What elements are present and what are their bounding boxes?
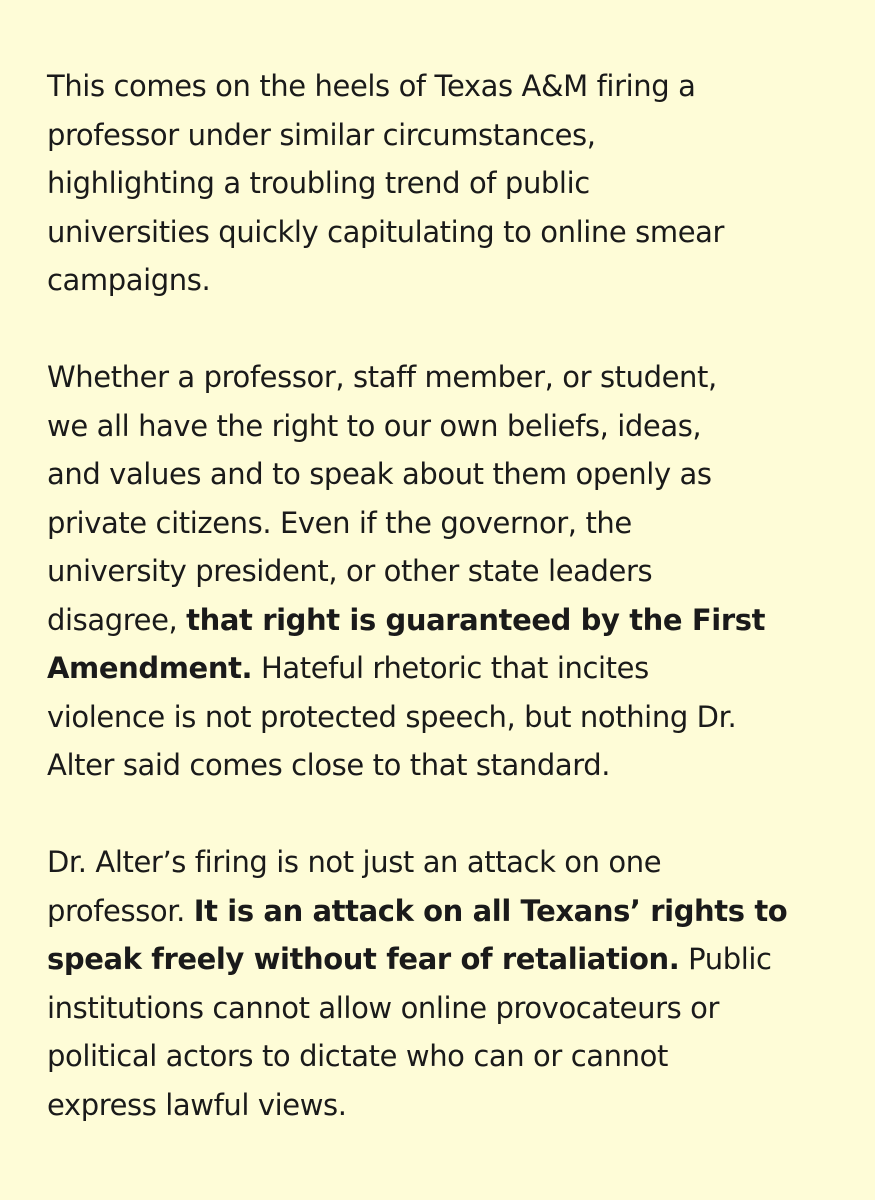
text-line xyxy=(47,838,855,887)
text-line xyxy=(47,111,855,160)
text-line xyxy=(47,984,855,1033)
text-run: professor. xyxy=(47,893,194,928)
text-run: university president, or other state leaders xyxy=(47,554,653,588)
text-line xyxy=(47,353,855,402)
text-line xyxy=(47,402,855,451)
text-run: private citizens. Even if the governor, the xyxy=(47,505,632,540)
text-run: Dr. Alter’s firing is not just an attack on one xyxy=(47,845,662,879)
text-line xyxy=(47,450,855,499)
text-line xyxy=(47,644,855,693)
text-run: Public xyxy=(679,942,772,976)
text-run: highlighting a troubling trend of public xyxy=(47,166,590,200)
text-run: This comes on the heels of Texas A&M firing a xyxy=(47,69,696,103)
text-line xyxy=(47,499,855,548)
bold-text-run: Amendment. xyxy=(47,651,253,685)
text-line xyxy=(47,887,855,936)
paragraph xyxy=(47,838,855,1129)
text-run: political actors to dictate who can or cannot xyxy=(47,1039,668,1073)
text-line xyxy=(47,159,855,208)
text-line xyxy=(47,1081,855,1130)
document-body xyxy=(47,62,855,1129)
text-run: violence is not protected speech, but nothing Dr. xyxy=(47,699,737,734)
text-line xyxy=(47,741,855,790)
text-run: Whether a professor, staff member, or student, xyxy=(47,360,717,394)
text-line xyxy=(47,547,855,596)
bold-text-run: speak freely without fear of retaliation. xyxy=(47,942,680,976)
text-line xyxy=(47,1032,855,1081)
text-run: institutions cannot allow online provocateurs or xyxy=(47,990,720,1025)
text-run: universities quickly capitulating to online smear xyxy=(47,214,725,249)
text-run: Hateful rhetoric that incites xyxy=(252,651,649,685)
text-line xyxy=(47,693,855,742)
text-run: disagree, xyxy=(47,602,187,637)
text-run: and values and to speak about them openly as xyxy=(47,457,712,491)
text-run: we all have the right to our own beliefs, ideas, xyxy=(47,408,702,443)
text-line xyxy=(47,62,855,111)
text-line xyxy=(47,935,855,984)
bold-text-run: It is an attack on all Texans’ rights to xyxy=(193,893,788,928)
text-run: Alter said comes close to that standard. xyxy=(47,748,611,782)
text-line xyxy=(47,208,855,257)
paragraph xyxy=(47,353,855,790)
bold-text-run: that right is guaranteed by the First xyxy=(186,602,766,637)
text-run: professor under similar circumstances, xyxy=(47,117,596,152)
text-line xyxy=(47,596,855,645)
paragraph xyxy=(47,62,855,305)
text-line xyxy=(47,256,855,305)
text-run: express lawful views. xyxy=(47,1087,347,1122)
text-run: campaigns. xyxy=(47,263,211,297)
